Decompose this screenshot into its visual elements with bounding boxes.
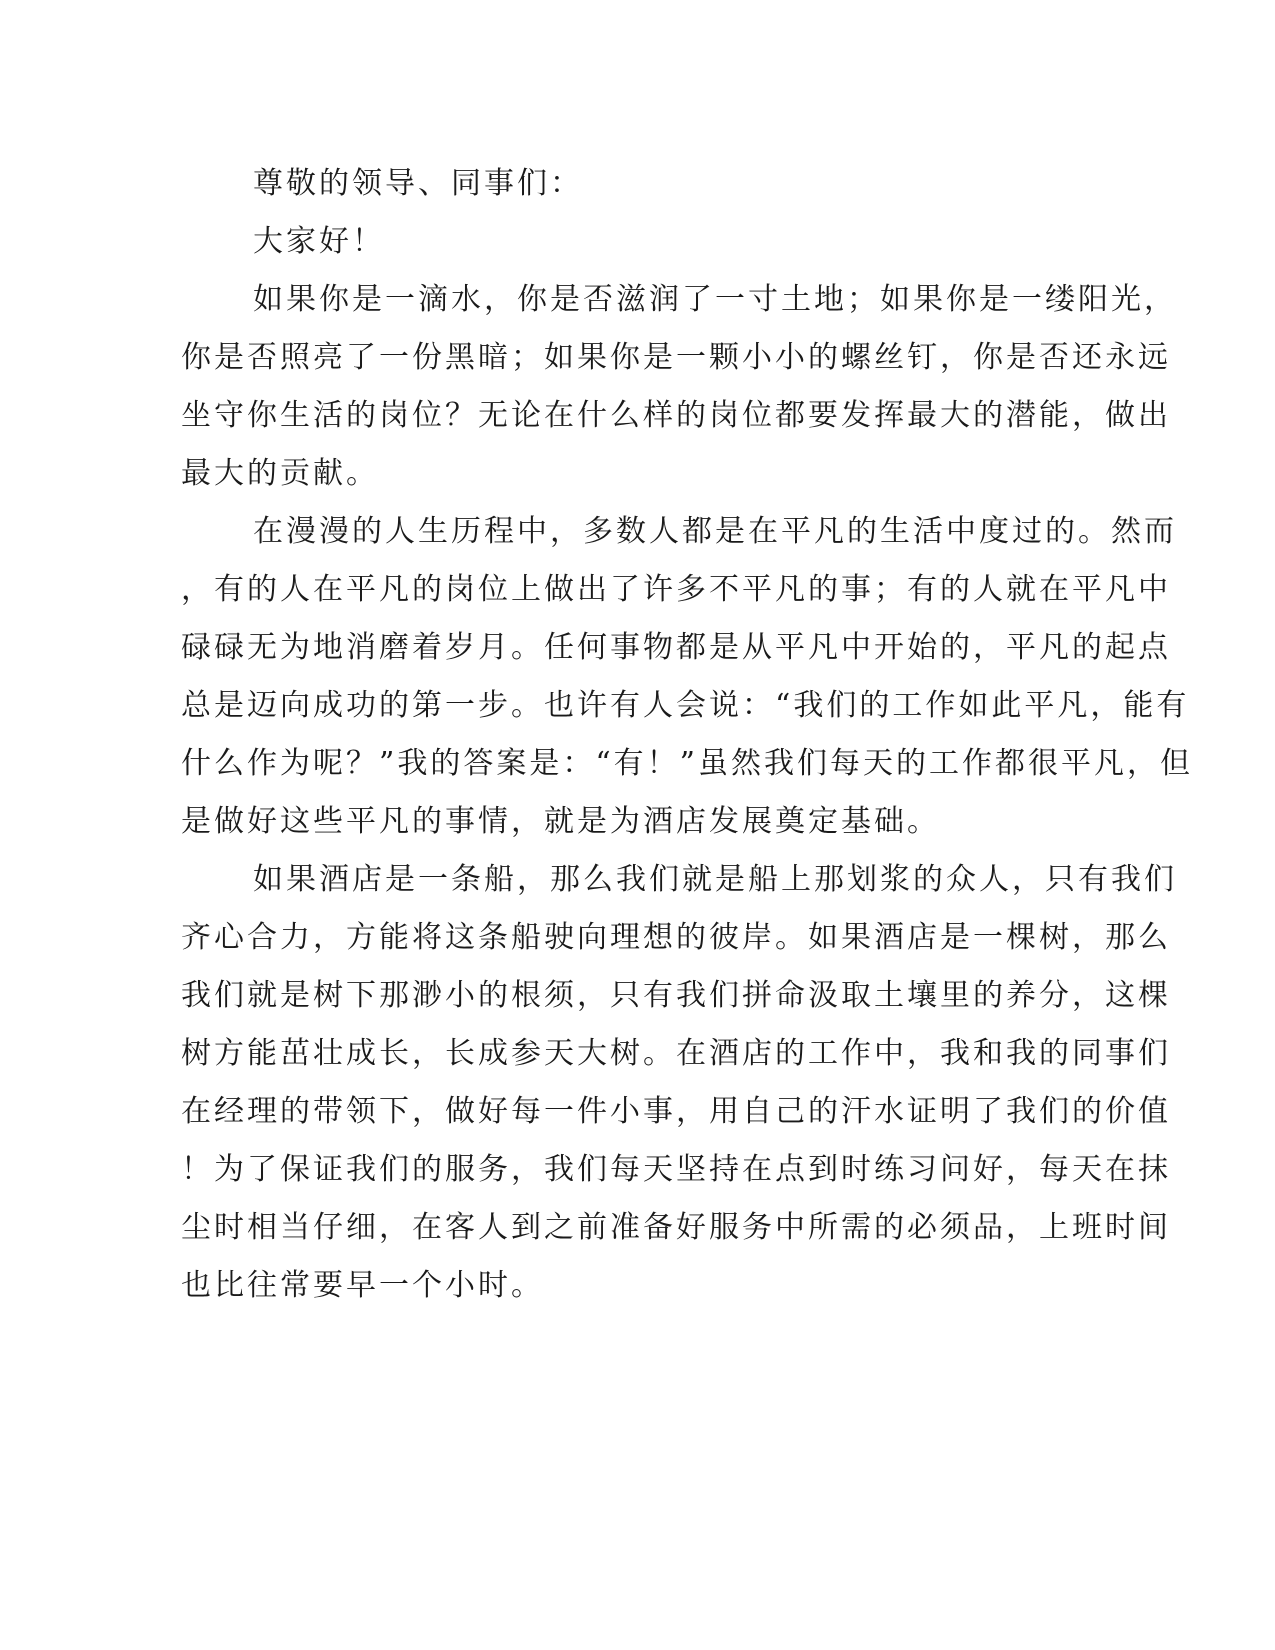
document-body	[181, 155, 1194, 1315]
paragraph-1-line-2: 你是否照亮了一份黑暗；如果你是一颗小小的螺丝钉，你是否还永远	[181, 340, 1171, 375]
greeting-line: 大家好！	[253, 224, 385, 259]
paragraph-2-line-4: 总是迈向成功的第一步。也许有人会说：“我们的工作如此平凡，能有	[181, 688, 1190, 723]
salutation-line: 尊敬的领导、同事们：	[253, 166, 583, 201]
paragraph-2-line-2: ，有的人在平凡的岗位上做出了许多不平凡的事；有的人就在平凡中	[181, 572, 1171, 607]
paragraph-3-line-1: 如果酒店是一条船，那么我们就是船上那划浆的众人，只有我们	[253, 862, 1177, 897]
paragraph-1-line-4: 最大的贡献。	[181, 456, 379, 491]
paragraph-2-line-3: 碌碌无为地消磨着岁月。任何事物都是从平凡中开始的，平凡的起点	[181, 630, 1171, 665]
paragraph-3-line-8: 也比往常要早一个小时。	[181, 1268, 544, 1303]
paragraph-2-line-1: 在漫漫的人生历程中，多数人都是在平凡的生活中度过的。然而	[253, 514, 1177, 549]
paragraph-3-line-7: 尘时相当仔细，在客人到之前准备好服务中所需的必须品，上班时间	[181, 1210, 1171, 1245]
paragraph-1-line-3: 坐守你生活的岗位？无论在什么样的岗位都要发挥最大的潜能，做出	[181, 398, 1171, 433]
paragraph-3-line-6: ！为了保证我们的服务，我们每天坚持在点到时练习问好，每天在抹	[181, 1152, 1171, 1187]
paragraph-2-line-6: 是做好这些平凡的事情，就是为酒店发展奠定基础。	[181, 804, 940, 839]
paragraph-3-line-5: 在经理的带领下，做好每一件小事，用自己的汗水证明了我们的价值	[181, 1094, 1171, 1129]
paragraph-3-line-2: 齐心合力，方能将这条船驶向理想的彼岸。如果酒店是一棵树，那么	[181, 920, 1171, 955]
paragraph-3-line-3: 我们就是树下那渺小的根须，只有我们拼命汲取土壤里的养分，这棵	[181, 978, 1171, 1013]
paragraph-1-line-1: 如果你是一滴水，你是否滋润了一寸土地；如果你是一缕阳光，	[253, 282, 1177, 317]
paragraph-3-line-4: 树方能茁壮成长，长成参天大树。在酒店的工作中，我和我的同事们	[181, 1036, 1171, 1071]
paragraph-2-line-5: 什么作为呢？”我的答案是：“有！”虽然我们每天的工作都很平凡，但	[181, 746, 1194, 781]
